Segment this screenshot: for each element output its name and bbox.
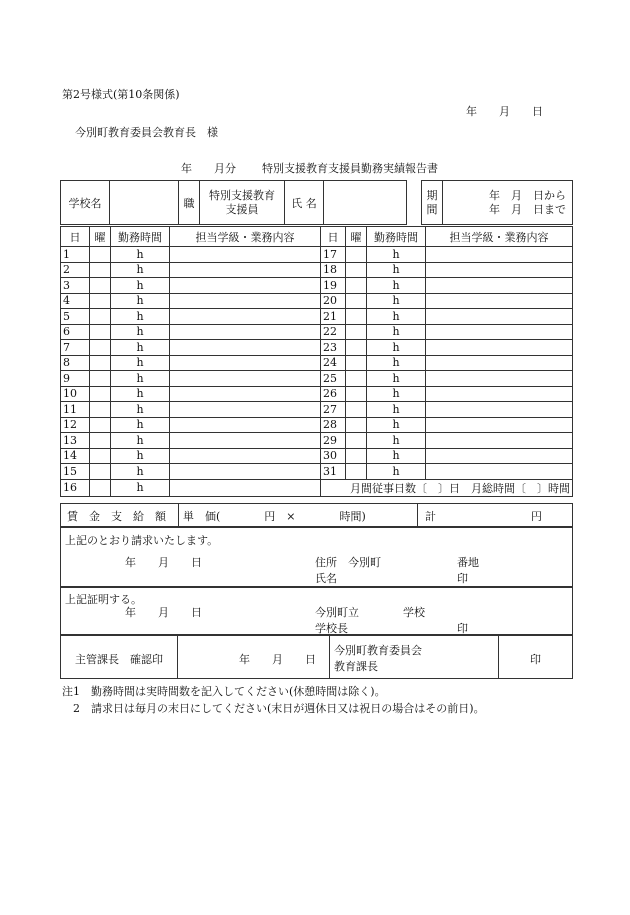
- duties-cell[interactable]: [170, 371, 321, 387]
- day-number: 30: [321, 448, 346, 464]
- wage-row: [60, 503, 573, 527]
- duties-cell[interactable]: [426, 464, 573, 480]
- title-month: 年 月分: [181, 162, 236, 175]
- day-number: 26: [321, 386, 346, 402]
- total-yen[interactable]: 円: [531, 510, 542, 523]
- approval-date[interactable]: 年 月 日: [239, 653, 316, 666]
- page-title: 特別支援教育支援員勤務実績報告書: [262, 162, 438, 175]
- hours-cell[interactable]: h: [367, 402, 426, 418]
- day-number: 5: [61, 309, 90, 325]
- hours-cell[interactable]: h: [111, 402, 170, 418]
- hours-cell[interactable]: h: [367, 417, 426, 433]
- approval-seal: 印: [530, 653, 541, 666]
- board-name: 今別町教育委員会: [334, 644, 422, 657]
- day-number: 15: [61, 464, 90, 480]
- table-row: [61, 386, 573, 402]
- day-number: 23: [321, 340, 346, 356]
- position-label: 職: [179, 181, 200, 225]
- day-number: 10: [61, 386, 90, 402]
- period-label: [422, 181, 443, 225]
- submission-date: 年 月 日: [466, 105, 543, 118]
- duties-cell[interactable]: [170, 262, 321, 278]
- hours-cell[interactable]: h: [111, 433, 170, 449]
- certify-date[interactable]: 年 月 日: [125, 606, 202, 619]
- weekday-cell[interactable]: [346, 262, 367, 278]
- weekday-cell[interactable]: [90, 417, 111, 433]
- day-number: 2: [61, 262, 90, 278]
- col-weekday-left: 曜: [90, 227, 111, 247]
- request-seal: 印: [457, 572, 468, 585]
- day-number: 18: [321, 262, 346, 278]
- duties-cell[interactable]: [426, 262, 573, 278]
- hours-cell[interactable]: h: [367, 464, 426, 480]
- weekday-cell[interactable]: [90, 479, 111, 496]
- total-label: 計: [425, 510, 436, 523]
- duties-cell[interactable]: [426, 309, 573, 325]
- table-row: [61, 293, 573, 309]
- table-row: [61, 309, 573, 325]
- day-number: 19: [321, 278, 346, 294]
- duties-cell[interactable]: [170, 433, 321, 449]
- day-number: 31: [321, 464, 346, 480]
- weekday-cell[interactable]: [90, 464, 111, 480]
- request-text: 上記のとおり請求いたします。: [65, 534, 219, 547]
- certify-text: 上記証明する。: [65, 593, 142, 606]
- certify-school[interactable]: 今別町立 学校: [315, 606, 425, 619]
- school-field[interactable]: [110, 181, 179, 225]
- certify-block: [60, 587, 573, 635]
- day-number: 17: [321, 247, 346, 263]
- duties-cell[interactable]: [426, 371, 573, 387]
- duties-cell[interactable]: [170, 340, 321, 356]
- hours-cell[interactable]: h: [367, 309, 426, 325]
- weekday-cell[interactable]: [346, 448, 367, 464]
- duties-cell[interactable]: [426, 433, 573, 449]
- day-number: 6: [61, 324, 90, 340]
- weekday-cell[interactable]: [90, 247, 111, 263]
- weekday-cell[interactable]: [346, 433, 367, 449]
- divider: [329, 636, 330, 678]
- weekday-cell[interactable]: [90, 309, 111, 325]
- unit-price[interactable]: 単 価( 円 × 時間): [183, 510, 366, 523]
- table-row: [61, 479, 573, 496]
- col-day-right: 日: [321, 227, 346, 247]
- duties-cell[interactable]: [170, 402, 321, 418]
- request-name[interactable]: 氏名: [315, 572, 337, 585]
- day-number: 27: [321, 402, 346, 418]
- table-row: [61, 340, 573, 356]
- duties-cell[interactable]: [170, 324, 321, 340]
- day-number: 12: [61, 417, 90, 433]
- weekday-cell[interactable]: [90, 340, 111, 356]
- duties-cell[interactable]: [170, 448, 321, 464]
- wage-label: 賃 金 支 給 額: [67, 510, 166, 523]
- weekday-cell[interactable]: [346, 247, 367, 263]
- hours-cell[interactable]: h: [367, 433, 426, 449]
- hours-cell[interactable]: h: [367, 247, 426, 263]
- weekday-cell[interactable]: [346, 340, 367, 356]
- weekday-cell[interactable]: [346, 278, 367, 294]
- hours-cell[interactable]: h: [367, 293, 426, 309]
- divider: [498, 636, 499, 678]
- hours-cell[interactable]: h: [367, 448, 426, 464]
- request-block: [60, 527, 573, 587]
- col-duties-left: 担当学級・業務内容: [170, 227, 321, 247]
- hours-cell[interactable]: h: [367, 371, 426, 387]
- col-duties-right: 担当学級・業務内容: [426, 227, 573, 247]
- duties-cell[interactable]: [426, 293, 573, 309]
- table-row: [61, 433, 573, 449]
- day-number: 7: [61, 340, 90, 356]
- weekday-cell[interactable]: [90, 448, 111, 464]
- weekday-cell[interactable]: [90, 433, 111, 449]
- weekday-cell[interactable]: [346, 386, 367, 402]
- duties-cell[interactable]: [426, 247, 573, 263]
- certify-principal[interactable]: 学校長: [315, 622, 348, 635]
- divider: [178, 504, 179, 526]
- request-address[interactable]: 住所 今別町: [315, 556, 381, 569]
- hours-cell[interactable]: h: [367, 355, 426, 371]
- hours-cell[interactable]: h: [111, 371, 170, 387]
- hours-cell[interactable]: h: [111, 355, 170, 371]
- hours-cell[interactable]: h: [111, 417, 170, 433]
- table-row: [61, 402, 573, 418]
- weekday-cell[interactable]: [90, 293, 111, 309]
- duties-cell[interactable]: [426, 355, 573, 371]
- hours-cell[interactable]: h: [111, 479, 170, 496]
- hours-cell[interactable]: h: [111, 247, 170, 263]
- duties-cell[interactable]: [170, 417, 321, 433]
- period-label-2: 間: [426, 202, 438, 216]
- day-number: 29: [321, 433, 346, 449]
- position-value-line2: 支援員: [225, 202, 259, 216]
- request-date[interactable]: 年 月 日: [125, 556, 202, 569]
- day-number: 11: [61, 402, 90, 418]
- day-number: 9: [61, 371, 90, 387]
- day-number: 22: [321, 324, 346, 340]
- duties-cell[interactable]: [426, 402, 573, 418]
- hours-cell[interactable]: h: [111, 293, 170, 309]
- hours-cell[interactable]: h: [111, 340, 170, 356]
- hours-cell[interactable]: h: [111, 309, 170, 325]
- period-from: 年 月 日から: [489, 188, 566, 202]
- duties-cell[interactable]: [170, 278, 321, 294]
- day-number: 21: [321, 309, 346, 325]
- weekday-cell[interactable]: [346, 324, 367, 340]
- weekday-cell[interactable]: [346, 371, 367, 387]
- col-hours-right: 勤務時間: [367, 227, 426, 247]
- form-id: 第2号様式(第10条関係): [62, 88, 180, 101]
- weekday-cell[interactable]: [346, 293, 367, 309]
- day-number: 20: [321, 293, 346, 309]
- board-chief: 教育課長: [334, 660, 378, 673]
- school-label: 学校名: [61, 181, 110, 225]
- hours-cell[interactable]: h: [367, 262, 426, 278]
- day-number: 25: [321, 371, 346, 387]
- note-2: 2 請求日は毎月の末日にしてください(末日が週休日又は祝日の場合はその前日)。: [62, 702, 485, 715]
- table-row: [61, 464, 573, 480]
- name-field[interactable]: [324, 181, 407, 225]
- duties-cell[interactable]: [170, 355, 321, 371]
- weekday-cell[interactable]: [90, 262, 111, 278]
- attendance-table: [60, 226, 573, 497]
- weekday-cell[interactable]: [90, 355, 111, 371]
- table-row: [61, 262, 573, 278]
- weekday-cell[interactable]: [90, 371, 111, 387]
- hours-cell[interactable]: h: [367, 278, 426, 294]
- duties-cell[interactable]: [426, 417, 573, 433]
- weekday-cell[interactable]: [90, 278, 111, 294]
- day-number: 14: [61, 448, 90, 464]
- duties-cell[interactable]: [170, 293, 321, 309]
- day-number: 16: [61, 479, 90, 496]
- approval-row: [60, 635, 573, 679]
- weekday-cell[interactable]: [90, 402, 111, 418]
- table-row: [61, 448, 573, 464]
- duties-cell[interactable]: [426, 324, 573, 340]
- duties-cell[interactable]: [426, 278, 573, 294]
- table-row: [61, 278, 573, 294]
- position-value-line1: 特別支援教育: [209, 188, 275, 202]
- period-to: 年 月 日まで: [489, 202, 566, 216]
- col-weekday-right: 曜: [346, 227, 367, 247]
- period-label-1: 期: [426, 188, 438, 202]
- hours-cell[interactable]: h: [367, 340, 426, 356]
- weekday-cell[interactable]: [346, 417, 367, 433]
- addressee: 今別町教育委員会教育長 様: [75, 126, 218, 139]
- info-table: [60, 180, 573, 225]
- day-number: 3: [61, 278, 90, 294]
- note-1: 注1 勤務時間は実時間数を記入してください(休憩時間は除く)。: [62, 685, 386, 698]
- day-number: 24: [321, 355, 346, 371]
- hours-cell[interactable]: h: [111, 386, 170, 402]
- table-row: [61, 371, 573, 387]
- table-row: [61, 324, 573, 340]
- request-banchi: 番地: [457, 556, 479, 569]
- monthly-summary: 月間従事日数〔 〕日 月総時間〔 〕時間: [321, 479, 573, 496]
- position-value: [200, 181, 285, 225]
- duties-cell[interactable]: [426, 448, 573, 464]
- col-hours-left: 勤務時間: [111, 227, 170, 247]
- weekday-cell[interactable]: [346, 402, 367, 418]
- name-label: 氏 名: [285, 181, 324, 225]
- col-day-left: 日: [61, 227, 90, 247]
- duties-cell[interactable]: [170, 309, 321, 325]
- table-row: [61, 355, 573, 371]
- hours-cell[interactable]: h: [111, 262, 170, 278]
- duties-cell[interactable]: [426, 340, 573, 356]
- day-number: 1: [61, 247, 90, 263]
- day-number: 4: [61, 293, 90, 309]
- hours-cell[interactable]: h: [111, 324, 170, 340]
- approval-label: 主管課長 確認印: [75, 653, 163, 666]
- weekday-cell[interactable]: [346, 309, 367, 325]
- day-number: 13: [61, 433, 90, 449]
- weekday-cell[interactable]: [346, 355, 367, 371]
- spacer: [407, 181, 422, 225]
- weekday-cell[interactable]: [346, 464, 367, 480]
- weekday-cell[interactable]: [90, 386, 111, 402]
- divider: [417, 504, 418, 526]
- duties-cell[interactable]: [170, 247, 321, 263]
- table-row: [61, 247, 573, 263]
- duties-cell[interactable]: [170, 386, 321, 402]
- duties-cell[interactable]: [426, 386, 573, 402]
- certify-seal: 印: [457, 622, 468, 635]
- table-row: [61, 417, 573, 433]
- weekday-cell[interactable]: [90, 324, 111, 340]
- hours-cell[interactable]: h: [111, 464, 170, 480]
- period-field[interactable]: [443, 181, 573, 225]
- hours-cell[interactable]: h: [367, 386, 426, 402]
- hours-cell[interactable]: h: [367, 324, 426, 340]
- day-number: 28: [321, 417, 346, 433]
- duties-cell[interactable]: [170, 464, 321, 480]
- hours-cell[interactable]: h: [111, 278, 170, 294]
- duties-cell[interactable]: [170, 479, 321, 496]
- divider: [177, 636, 178, 678]
- hours-cell[interactable]: h: [111, 448, 170, 464]
- day-number: 8: [61, 355, 90, 371]
